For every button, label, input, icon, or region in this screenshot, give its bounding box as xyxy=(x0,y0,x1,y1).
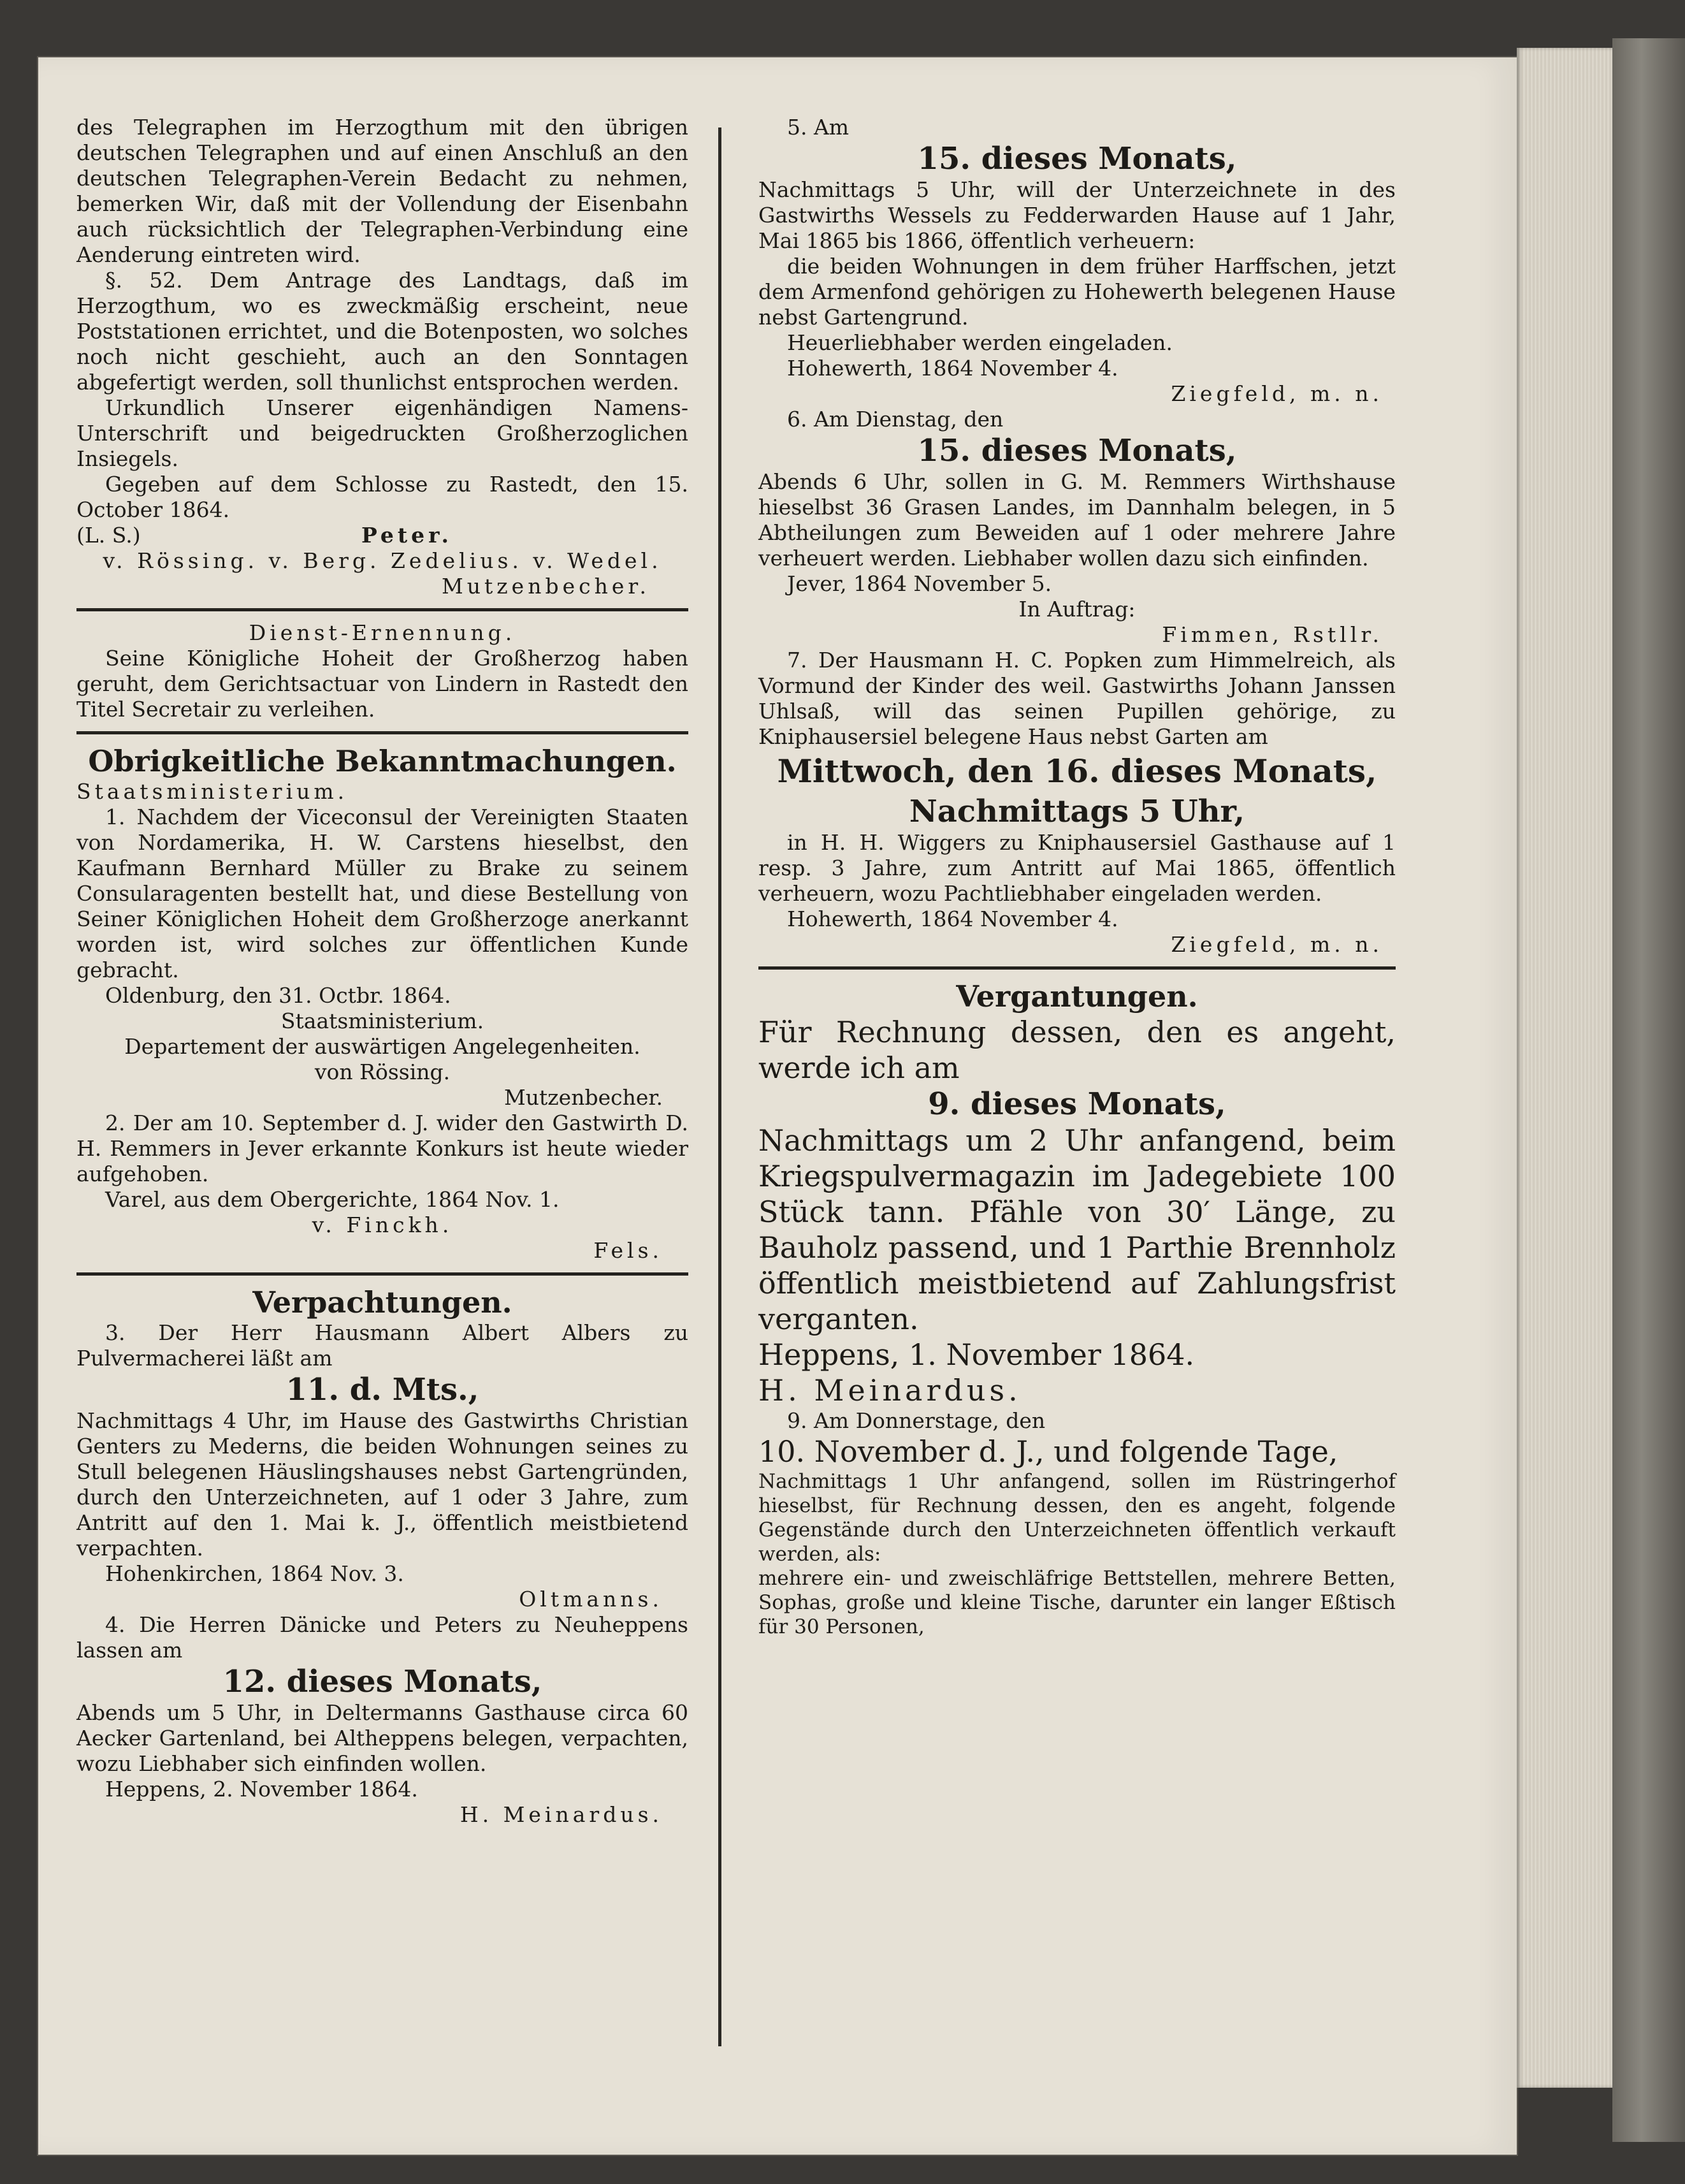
item-8-body: Nachmittags um 2 Uhr anfangend, beim Kriegspulvermagazin im Jadegebiete 100 Stück tann. Pfähle von 30′ Länge, zu Bauholz passend, und 1 Parthie Brennholz öffentlich meistbietend auf Zahlungsfrist verganten. xyxy=(758,1123,1396,1336)
item-8-date: 9. dieses Monats, xyxy=(928,1086,1226,1122)
item-9-date: 10. November d. J., und folgende Tage, xyxy=(758,1434,1338,1469)
item-5-sig: Ziegfeld, m. n. xyxy=(1171,381,1383,406)
item-6-place: Jever, 1864 November 5. xyxy=(787,571,1052,596)
item-7-date1: Mittwoch, den 16. dieses Monats, xyxy=(777,752,1377,790)
item-5-sub: die beiden Wohnungen in dem früher Harffschen, jetzt dem Armenfond gehörigen zu Hohewerth belegenen Hause nebst Gartengrund. xyxy=(758,254,1396,330)
item-1-sig3: von Rössing. xyxy=(314,1059,451,1084)
dienst-text: Seine Königliche Hoheit der Großherzog haben geruht, dem Gerichtsactuar von Lindern in Rastedt den Titel Secretair zu verleihen. xyxy=(76,646,688,722)
obrig-title: Obrigkeitliche Bekanntmachungen. xyxy=(88,744,677,778)
seal-line xyxy=(76,523,688,548)
item-2-place: Varel, aus dem Obergerichte, 1864 Nov. 1. xyxy=(105,1187,560,1212)
item-6-sig1: In Auftrag: xyxy=(1018,597,1136,622)
item-7-place: Hohewerth, 1864 November 4. xyxy=(787,906,1118,931)
dienst-title: Dienst-Ernennung. xyxy=(249,620,516,645)
item-3-text: Nachmittags 4 Uhr, im Hause des Gastwirths Christian Genters zu Mederns, die beiden Wohnungen seines zu Stull belegenen Häuslingshauses nebst Gartengründen, durch den Unterzeichneten, auf 1 oder 3 Jahre, zum Antritt auf den 1. Mai k. J., öffentlich meistbietend verpachten. xyxy=(76,1408,688,1561)
signature-peter: Peter. xyxy=(361,523,452,548)
section-52: §. 52. Dem Antrage des Landtags, daß im Herzogthum, wo es zweckmäßig erscheint, neue Poststationen errichtet, und die Botenposten, wo solches noch nicht geschieht, auch an den Sonntagen abgefertigt werden, soll thunlichst entsprochen werden. xyxy=(76,268,688,395)
item-1-place: Oldenburg, den 31. Octbr. 1864. xyxy=(105,983,451,1008)
item-5-date: 15. dieses Monats, xyxy=(917,141,1237,177)
intro-paragraph: des Telegraphen im Herzogthum mit den übrigen deutschen Telegraphen und auf einen Anschluß an den deutschen Telegraphen-Verein Bedacht zu nehmen, bemerken Wir, daß mit der Vollendung der Eisenbahn auch rücksichtlich der Telegraphen-Verbindung eine Aenderung eintreten wird. xyxy=(76,115,688,267)
item-5-place: Hohewerth, 1864 November 4. xyxy=(787,356,1118,381)
item-4-sig: H. Meinardus. xyxy=(459,1802,663,1827)
item-1-sig4: Mutzenbecher. xyxy=(503,1085,663,1110)
item-8-place: Heppens, 1. November 1864. xyxy=(758,1337,1195,1372)
urkund-text: Urkundlich Unserer eigenhändigen Namens-Unterschrift und beigedruckten Großherzoglichen Insiegels. xyxy=(76,395,688,471)
column-divider xyxy=(718,127,721,2046)
item-9-list: mehrere ein- und zweischläfrige Bettstellen, mehrere Betten, Sophas, große und kleine Tische, darunter ein langer Eßtisch für 30 Personen, xyxy=(758,1567,1396,1638)
item-6-head: 6. Am Dienstag, den xyxy=(787,407,1004,432)
item-3-date: 11. d. Mts., xyxy=(286,1372,479,1408)
staatsmin-label: Staatsministerium. xyxy=(76,779,349,804)
item-6-date: 15. dieses Monats, xyxy=(917,433,1237,469)
item-5-head: 5. Am xyxy=(787,115,850,140)
right-column xyxy=(758,115,1396,1639)
item-4-date: 12. dieses Monats, xyxy=(222,1664,542,1700)
item-1-sig2: Departement der auswärtigen Angelegenheiten. xyxy=(124,1034,640,1059)
mutzenbecher-line: Mutzenbecher. xyxy=(441,574,650,599)
item-1-sig1: Staatsministerium. xyxy=(280,1008,484,1033)
item-3: 3. Der Herr Hausmann Albert Albers zu Pulvermacherei läßt am xyxy=(76,1320,688,1371)
item-2-sig2: Fels. xyxy=(593,1238,663,1263)
book-cover-edge xyxy=(1612,38,1685,2142)
item-9-head: 9. Am Donnerstage, den xyxy=(787,1408,1046,1433)
item-2: 2. Der am 10. September d. J. wider den Gastwirth D. H. Remmers in Jever erkannte Konkurs ist heute wieder aufgehoben. xyxy=(76,1110,688,1186)
section-rule xyxy=(76,608,688,611)
page-stack-edge xyxy=(1517,48,1612,2088)
item-8-sig: H. Meinardus. xyxy=(758,1373,1022,1408)
ls-mark: (L. S.) xyxy=(76,523,141,548)
item-9-text: Nachmittags 1 Uhr anfangend, sollen im Rüstringerhof hieselbst, für Rechnung dessen, den es angeht, folgende Gegenstände durch den Unterzeichneten öffentlich verkauft werden, als: xyxy=(758,1470,1396,1566)
item-3-sig: Oltmanns. xyxy=(519,1587,663,1612)
item-4-text: Abends um 5 Uhr, in Deltermanns Gasthause circa 60 Aecker Gartenland, bei Altheppens belegen, verpachten, wozu Liebhaber sich einfinden wollen. xyxy=(76,1700,688,1776)
section-rule xyxy=(76,1272,688,1276)
item-1: 1. Nachdem der Viceconsul der Vereinigten Staaten von Nordamerika, H. W. Carstens hieselbst, den Kaufmann Bernhard Müller zu Brake zu seinem Consularagenten bestellt hat, und diese Bestellung von Seiner Königlichen Hoheit dem Großherzoge anerkannt worden ist, wird solches zur öffentlichen Kunde gebracht. xyxy=(76,804,688,982)
item-7-text: in H. H. Wiggers zu Kniphausersiel Gasthause auf 1 resp. 3 Jahre, zum Antritt auf Mai 1865, öffentlich verheuern, wozu Pachtliebhaber eingeladen werden. xyxy=(758,830,1396,906)
left-column xyxy=(76,115,688,1828)
section-rule xyxy=(76,731,688,734)
item-8-intro: Für Rechnung dessen, den es angeht, werde ich am xyxy=(758,1015,1396,1085)
item-4-place: Heppens, 2. November 1864. xyxy=(105,1777,418,1802)
gegeben-text: Gegeben auf dem Schlosse zu Rastedt, den 15. October 1864. xyxy=(76,472,688,522)
item-5-text: Nachmittags 5 Uhr, will der Unterzeichnete in des Gastwirths Wessels zu Fedderwarden Hause auf 1 Jahr, Mai 1865 bis 1866, öffentlich verheuern: xyxy=(758,177,1396,253)
section-rule xyxy=(758,966,1396,970)
item-7: 7. Der Hausmann H. C. Popken zum Himmelreich, als Vormund der Kinder des weil. Gastwirths Johann Janssen Uhlsaß, will das seinen Pupillen gehörige, zu Kniphausersiel belegene Haus nebst Garten am xyxy=(758,648,1396,749)
verg-title: Vergantungen. xyxy=(956,979,1198,1014)
item-6-text: Abends 6 Uhr, sollen in G. M. Remmers Wirthshause hieselbst 36 Grasen Landes, im Dannhalm belegen, in 5 Abtheilungen zum Beweiden auf 1 oder mehrere Jahre verheuert werden. Liebhaber wollen dazu sich einfinden. xyxy=(758,469,1396,571)
item-3-place: Hohenkirchen, 1864 Nov. 3. xyxy=(105,1561,404,1586)
item-4: 4. Die Herren Dänicke und Peters zu Neuheppens lassen am xyxy=(76,1612,688,1663)
item-7-date2: Nachmittags 5 Uhr, xyxy=(909,794,1245,829)
item-2-sig1: v. Finckh. xyxy=(312,1212,453,1237)
item-7-sig: Ziegfeld, m. n. xyxy=(1171,932,1383,957)
item-6-sig2: Fimmen, Rstllr. xyxy=(1162,622,1383,647)
item-5-invite: Heuerliebhaber werden eingeladen. xyxy=(787,330,1173,355)
ministers-line: v. Rössing. v. Berg. Zedelius. v. Wedel. xyxy=(103,548,662,573)
verp-title: Verpachtungen. xyxy=(252,1285,512,1320)
